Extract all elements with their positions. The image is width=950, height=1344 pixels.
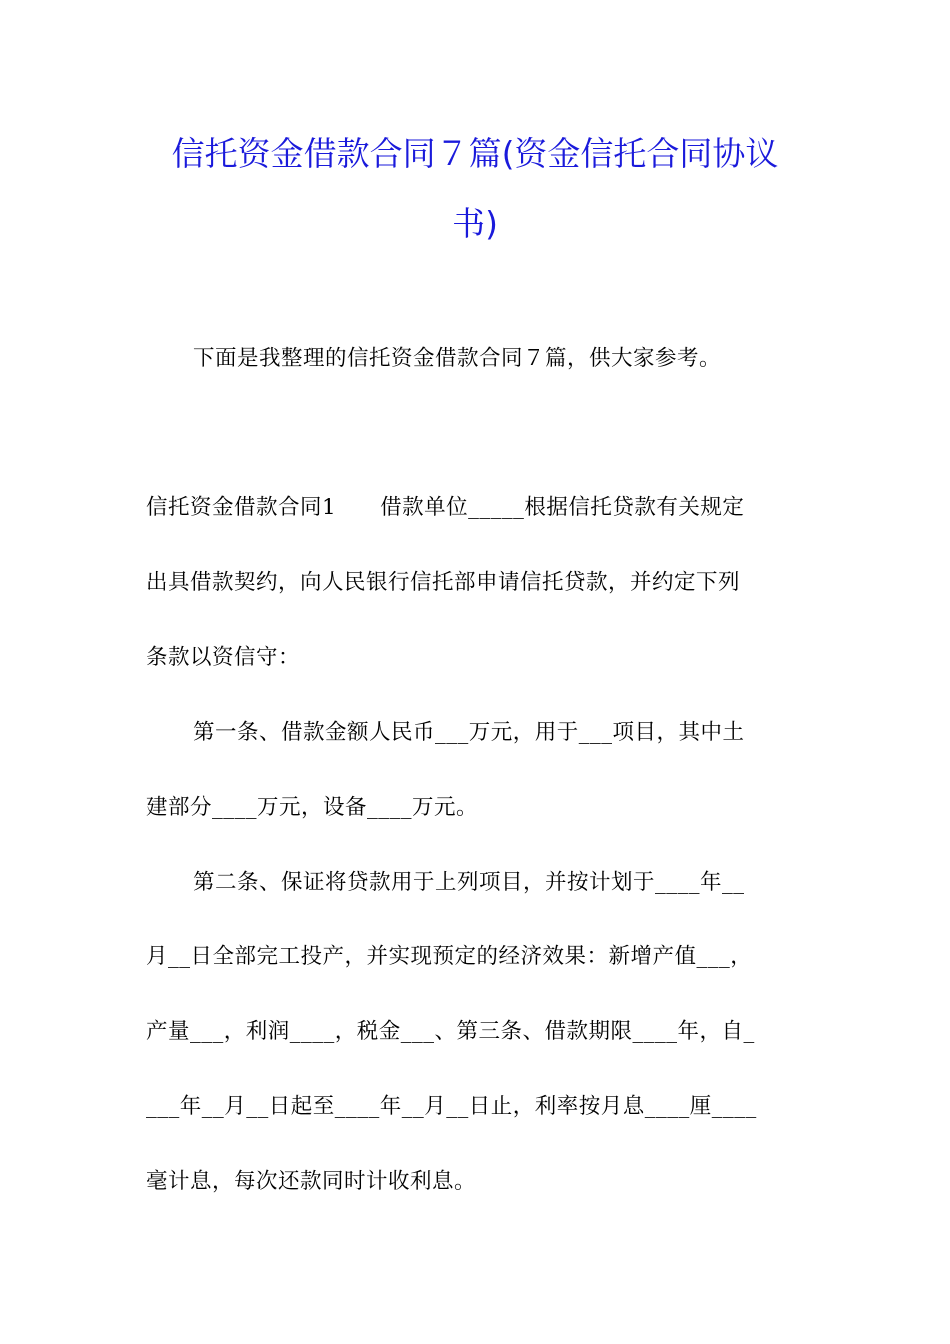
intro-paragraph: 下面是我整理的信托资金借款合同７篇，供大家参考。	[193, 346, 722, 371]
body-line: 建部分____万元，设备____万元。	[146, 795, 479, 820]
body-line: 毫计息，每次还款同时计收利息。	[146, 1169, 477, 1194]
article-2-line: 第二条、保证将贷款用于上列项目，并按计划于____年__	[193, 870, 745, 895]
body-line: 月__日全部完工投产，并实现预定的经济效果：新增产值___，	[146, 944, 753, 969]
body-line: 条款以资信守：	[146, 645, 301, 670]
body-line: 产量___，利润____，税金___、第三条、借款期限____年，自_	[146, 1019, 755, 1044]
body-line: 信托资金借款合同1 借款单位_____根据信托贷款有关规定	[146, 495, 745, 520]
document-title-line-2: 书)	[452, 204, 498, 243]
article-1-line: 第一条、借款金额人民币___万元，用于___项目，其中土	[193, 720, 745, 745]
body-line: ___年__月__日起至____年__月__日止，利率按月息____厘____	[146, 1094, 757, 1119]
document-title-line-1: 信托资金借款合同７篇(资金信托合同协议	[171, 134, 779, 173]
body-line: 出具借款契约，向人民银行信托部申请信托贷款，并约定下列	[146, 570, 741, 595]
